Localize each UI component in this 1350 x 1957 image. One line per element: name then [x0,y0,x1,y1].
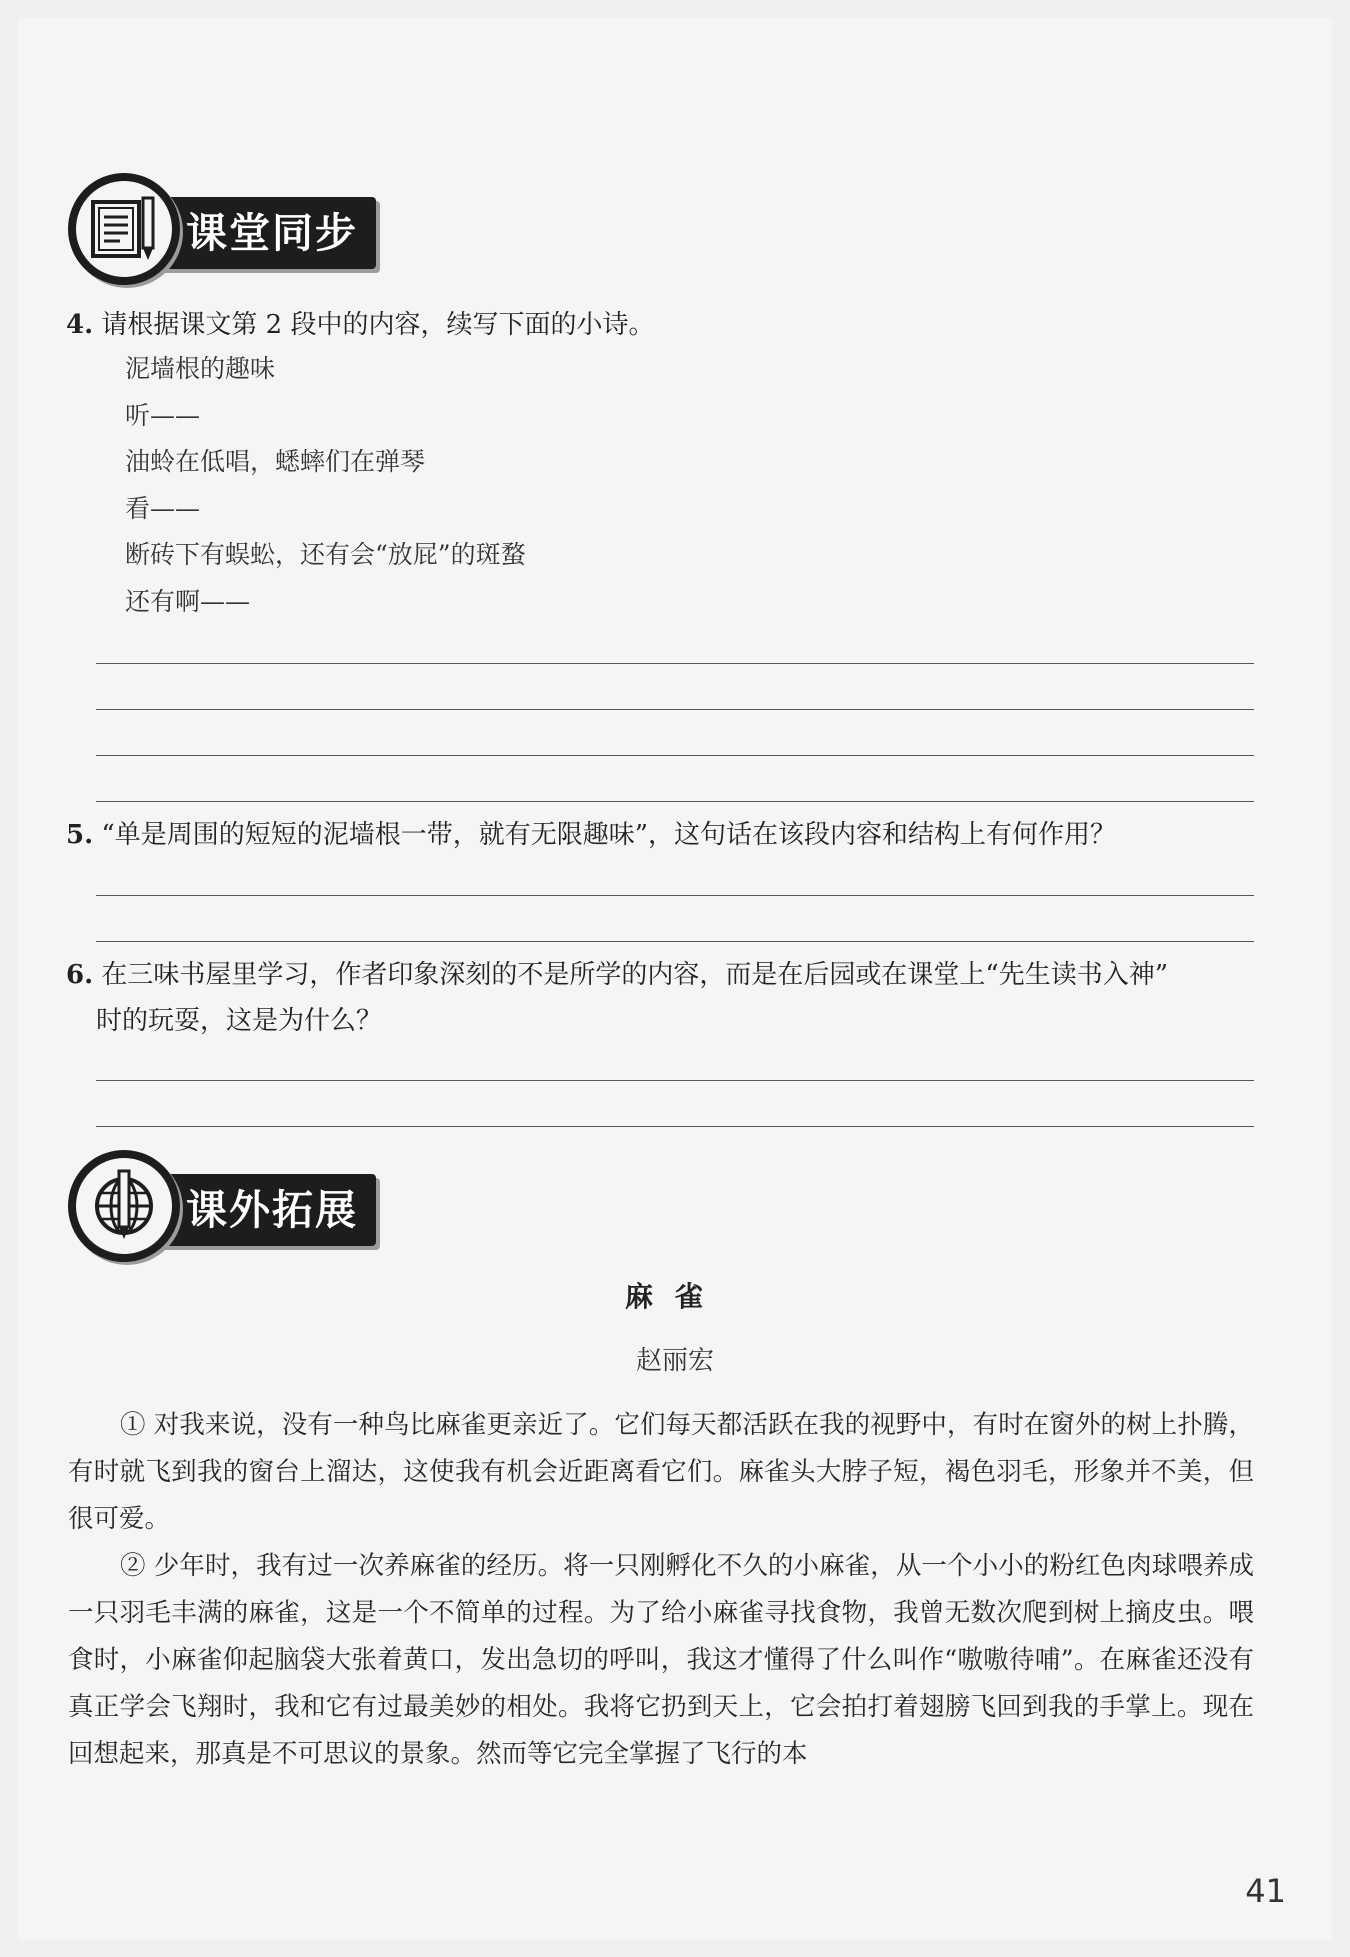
section-icon-frame [68,173,180,285]
poem-line: 泥墙根的趣味 [125,354,276,383]
question-text: “单是周围的短短的泥墙根一带，就有无限趣味”，这句话在该段内容和结构上有何作用？ [101,820,1117,850]
question-text: 请根据课文第 2 段中的内容，续写下面的小诗。 [101,310,655,340]
section-title: 课堂同步 [186,209,358,257]
answer-line[interactable] [96,663,1254,664]
book-pencil-icon [87,192,161,266]
section-icon-frame [68,1150,180,1262]
question-number: 5. [66,820,94,850]
article-author: 赵丽宏 [635,1346,714,1376]
question-number: 6. [66,960,94,990]
poem-line: 看—— [125,493,201,523]
article-paragraph-2: ② 少年时，我有过一次养麻雀的经历。将一只刚孵化不久的小麻雀，从一个小小的粉红色肉球喂养成一只羽毛丰满的麻雀，这是一个不简单的过程。为了给小麻雀寻找食物，我曾无数次爬到树上摘皮虫。喂食时，小麻雀仰起脑袋大张着黄口，发出急切的呼叫，我这才懂得了什么叫作“嗷嗷待哺”。在麻雀还没有真正学会飞翔时，我和它有过最美妙的相处。我将它扔到天上，它会拍打着翅膀飞回到我的手掌上。现在回想起来，那真是不可思议的景象。然而等它完全掌握了飞行的本 [68,1551,1254,1769]
question-6 [66,952,1266,998]
answer-line[interactable] [96,801,1254,802]
answer-line[interactable] [96,895,1254,896]
answer-line[interactable] [96,709,1254,710]
article-title: 麻雀 [624,1280,725,1313]
question-text: 时的玩耍，这是为什么？ [96,1006,383,1036]
poem-line: 听—— [125,400,201,430]
answer-line[interactable] [96,1126,1254,1127]
globe-pencil-icon [87,1169,161,1243]
section-header-extension [68,1150,378,1270]
question-text: 在三味书屋里学习，作者印象深刻的不是所学的内容，而是在后园或在课堂上“先生读书入神” [101,960,1169,990]
poem-line: 油蛉在低唱，蟋蟀们在弹琴 [125,447,426,476]
answer-line[interactable] [96,755,1254,756]
section-title: 课外拓展 [186,1186,358,1234]
article-paragraph-1: ① 对我来说，没有一种鸟比麻雀更亲近了。它们每天都活跃在我的视野中，有时在窗外的树上扑腾，有时就飞到我的窗台上溜达，这使我有机会近距离看它们。麻雀头大脖子短，褐色羽毛，形象并不美，但很可爱。 [68,1410,1254,1534]
poem-line: 还有啊—— [125,586,251,616]
answer-line[interactable] [96,941,1254,942]
question-number: 4. [66,310,94,340]
question-5 [66,812,1266,858]
section-header-classroom [68,173,378,293]
poem [125,346,526,625]
answer-line[interactable] [96,1080,1254,1081]
poem-line: 断砖下有蜈蚣，还有会“放屁”的斑蝥 [125,540,526,569]
page-number: 41 [1245,1872,1286,1910]
question-4 [66,302,1266,348]
question-6-continued [96,998,1296,1044]
